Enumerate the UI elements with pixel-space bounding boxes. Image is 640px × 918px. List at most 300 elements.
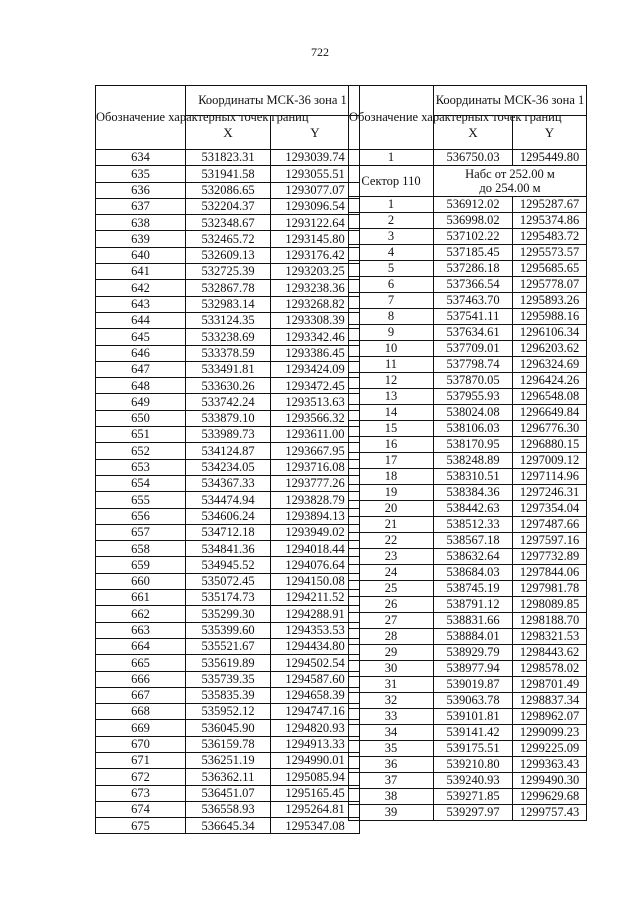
point-number: 657: [96, 524, 186, 540]
coord-y: 1295264.81: [271, 801, 360, 817]
point-number: 11: [349, 357, 434, 373]
height-note-line-1: Набс от 252.00 м: [465, 167, 555, 181]
point-number: 635: [96, 166, 186, 182]
header-coordinates-msk36: Координаты МСК-36 зона 1: [434, 86, 587, 116]
coord-y: 1298089.85: [513, 597, 587, 613]
coord-y: 1297114.96: [513, 469, 587, 485]
coord-y: 1293894.13: [271, 508, 360, 524]
point-number: 24: [349, 565, 434, 581]
coord-x: 532348.67: [186, 215, 271, 231]
table-row: [349, 725, 587, 741]
table-row: [349, 213, 587, 229]
right-table-body: [349, 150, 587, 821]
table-row: [349, 150, 587, 166]
sector-row: [349, 166, 587, 197]
point-number: 659: [96, 557, 186, 573]
coord-x: 535174.73: [186, 590, 271, 606]
table-row: [96, 752, 360, 768]
coord-y: 1295085.94: [271, 769, 360, 785]
coord-x: 533879.10: [186, 410, 271, 426]
coord-y: 1295573.57: [513, 245, 587, 261]
coordinates-table-right: [348, 85, 587, 821]
coord-x: 537798.74: [434, 357, 513, 373]
point-number: 639: [96, 231, 186, 247]
point-number: 23: [349, 549, 434, 565]
point-number: 6: [349, 277, 434, 293]
table-row: [96, 215, 360, 231]
table-row: [96, 769, 360, 785]
coord-y: 1296324.69: [513, 357, 587, 373]
coord-x: 534945.52: [186, 557, 271, 573]
table-row: [349, 501, 587, 517]
point-number: 33: [349, 709, 434, 725]
point-number: 18: [349, 469, 434, 485]
coord-x: 537185.45: [434, 245, 513, 261]
coord-x: 532465.72: [186, 231, 271, 247]
point-number: 642: [96, 280, 186, 296]
table-row: [96, 361, 360, 377]
table-row: [96, 622, 360, 638]
point-number: 675: [96, 818, 186, 834]
coord-x: 539240.93: [434, 773, 513, 789]
table-row: [349, 773, 587, 789]
coord-x: 537286.18: [434, 261, 513, 277]
table-row: [96, 557, 360, 573]
coord-y: 1294587.60: [271, 671, 360, 687]
coord-y: 1293513.63: [271, 394, 360, 410]
coord-x: 539141.42: [434, 725, 513, 741]
coord-y: 1293055.51: [271, 166, 360, 182]
table-row: [349, 565, 587, 581]
point-number: 2: [349, 213, 434, 229]
table-row: [96, 541, 360, 557]
coord-y: 1297844.06: [513, 565, 587, 581]
table-row: [96, 655, 360, 671]
coord-y: 1293342.46: [271, 329, 360, 345]
header-y: Y: [271, 116, 360, 150]
coord-y: 1295287.67: [513, 197, 587, 213]
coordinates-table-left: [95, 85, 360, 834]
table-row: [96, 720, 360, 736]
coord-y: 1293176.42: [271, 247, 360, 263]
point-number: 638: [96, 215, 186, 231]
point-number: 32: [349, 693, 434, 709]
point-number: 10: [349, 341, 434, 357]
coord-y: 1293308.39: [271, 312, 360, 328]
coord-x: 539019.87: [434, 677, 513, 693]
coord-x: 531941.58: [186, 166, 271, 182]
table-row: [349, 485, 587, 501]
point-number: 643: [96, 296, 186, 312]
table-row: [96, 590, 360, 606]
table-row: [349, 645, 587, 661]
height-note: [434, 166, 587, 197]
point-number: 648: [96, 378, 186, 394]
coord-y: 1293122.64: [271, 215, 360, 231]
point-number: 660: [96, 573, 186, 589]
coord-y: 1293777.26: [271, 475, 360, 491]
coord-x: 538024.08: [434, 405, 513, 421]
coord-y: 1294820.93: [271, 720, 360, 736]
coord-x: 532609.13: [186, 247, 271, 263]
table-row: [349, 405, 587, 421]
point-number: 39: [349, 805, 434, 821]
table-row: [96, 150, 360, 166]
coord-x: 537870.05: [434, 373, 513, 389]
coord-x: 538106.03: [434, 421, 513, 437]
coord-x: 536645.34: [186, 818, 271, 834]
coord-y: 1293828.79: [271, 492, 360, 508]
coord-y: 1296106.34: [513, 325, 587, 341]
table-row: [96, 638, 360, 654]
coord-y: 1293039.74: [271, 150, 360, 166]
coord-y: 1295374.86: [513, 213, 587, 229]
coord-x: 538632.64: [434, 549, 513, 565]
point-number: 646: [96, 345, 186, 361]
point-number: 672: [96, 769, 186, 785]
coord-x: 538684.03: [434, 565, 513, 581]
point-number: 662: [96, 606, 186, 622]
coord-y: 1295893.26: [513, 293, 587, 309]
coord-x: 537709.01: [434, 341, 513, 357]
point-number: 1: [349, 150, 434, 166]
coord-x: 537541.11: [434, 309, 513, 325]
table-row: [349, 373, 587, 389]
point-number: 21: [349, 517, 434, 533]
coord-x: 539101.81: [434, 709, 513, 725]
coord-y: 1293386.45: [271, 345, 360, 361]
coord-x: 532725.39: [186, 264, 271, 280]
table-row: [349, 325, 587, 341]
table-row: [96, 704, 360, 720]
table-row: [96, 247, 360, 263]
table-row: [349, 421, 587, 437]
coord-x: 538170.95: [434, 437, 513, 453]
point-number: 674: [96, 801, 186, 817]
table-row: [96, 394, 360, 410]
coord-y: 1293096.54: [271, 198, 360, 214]
coord-y: 1299225.09: [513, 741, 587, 757]
coord-x: 537102.22: [434, 229, 513, 245]
coord-x: 537955.93: [434, 389, 513, 405]
point-number: 12: [349, 373, 434, 389]
coord-x: 536750.03: [434, 150, 513, 166]
table-row: [349, 341, 587, 357]
point-number: 634: [96, 150, 186, 166]
table-row: [96, 459, 360, 475]
coord-x: 537463.70: [434, 293, 513, 309]
coord-y: 1298578.02: [513, 661, 587, 677]
table-row: [349, 389, 587, 405]
coord-x: 537366.54: [434, 277, 513, 293]
coord-y: 1294747.16: [271, 704, 360, 720]
coord-y: 1293203.25: [271, 264, 360, 280]
coord-x: 536045.90: [186, 720, 271, 736]
coord-y: 1294913.33: [271, 736, 360, 752]
point-number: 26: [349, 597, 434, 613]
sector-label: Сектор 110: [349, 166, 434, 197]
coord-x: 539175.51: [434, 741, 513, 757]
point-number: 31: [349, 677, 434, 693]
coord-x: 533630.26: [186, 378, 271, 394]
coord-x: 537634.61: [434, 325, 513, 341]
coord-y: 1293268.82: [271, 296, 360, 312]
coord-x: 533124.35: [186, 312, 271, 328]
coord-x: 534474.94: [186, 492, 271, 508]
table-row: [349, 533, 587, 549]
coord-y: 1297597.16: [513, 533, 587, 549]
coord-y: 1293566.32: [271, 410, 360, 426]
coord-x: 534712.18: [186, 524, 271, 540]
header-point-designation: Обозначение характерных точек границ: [349, 86, 434, 150]
point-number: 665: [96, 655, 186, 671]
table-row: [349, 197, 587, 213]
table-row: [96, 508, 360, 524]
point-number: 5: [349, 261, 434, 277]
coord-x: 538929.79: [434, 645, 513, 661]
table-row: [349, 261, 587, 277]
point-number: 649: [96, 394, 186, 410]
table-row: [349, 613, 587, 629]
coord-y: 1295483.72: [513, 229, 587, 245]
coord-x: 535299.30: [186, 606, 271, 622]
coord-y: 1293611.00: [271, 427, 360, 443]
table-row: [96, 296, 360, 312]
point-number: 35: [349, 741, 434, 757]
table-row: [96, 492, 360, 508]
point-number: 636: [96, 182, 186, 198]
coord-x: 538442.63: [434, 501, 513, 517]
coord-y: 1294018.44: [271, 541, 360, 557]
coord-y: 1297732.89: [513, 549, 587, 565]
coord-x: 534606.24: [186, 508, 271, 524]
coord-x: 536159.78: [186, 736, 271, 752]
table-row: [349, 597, 587, 613]
table-row: [349, 677, 587, 693]
table-row: [96, 345, 360, 361]
table-row: [96, 264, 360, 280]
coord-y: 1294150.08: [271, 573, 360, 589]
coord-x: 532086.65: [186, 182, 271, 198]
coord-y: 1298443.62: [513, 645, 587, 661]
table-row: [349, 549, 587, 565]
coord-y: 1293667.95: [271, 443, 360, 459]
left-table-body: [96, 150, 360, 834]
point-number: 8: [349, 309, 434, 325]
table-row: [349, 741, 587, 757]
point-number: 28: [349, 629, 434, 645]
table-row: [96, 818, 360, 834]
table-row: [96, 280, 360, 296]
coord-y: 1295988.16: [513, 309, 587, 325]
coord-y: 1296880.15: [513, 437, 587, 453]
table-row: [96, 573, 360, 589]
point-number: 651: [96, 427, 186, 443]
table-row: [349, 629, 587, 645]
coord-y: 1294990.01: [271, 752, 360, 768]
point-number: 650: [96, 410, 186, 426]
point-number: 38: [349, 789, 434, 805]
table-row: [96, 312, 360, 328]
point-number: 641: [96, 264, 186, 280]
coord-x: 539210.80: [434, 757, 513, 773]
coord-y: 1295449.80: [513, 150, 587, 166]
coord-x: 532983.14: [186, 296, 271, 312]
table-row: [349, 517, 587, 533]
table-row: [349, 357, 587, 373]
coord-y: 1296203.62: [513, 341, 587, 357]
point-number: 663: [96, 622, 186, 638]
coord-y: 1295778.07: [513, 277, 587, 293]
table-row: [96, 687, 360, 703]
coord-y: 1298321.53: [513, 629, 587, 645]
coord-x: 535835.39: [186, 687, 271, 703]
point-number: 4: [349, 245, 434, 261]
coord-y: 1295165.45: [271, 785, 360, 801]
point-number: 37: [349, 773, 434, 789]
coord-x: 536912.02: [434, 197, 513, 213]
coord-y: 1295347.08: [271, 818, 360, 834]
header-x: X: [186, 116, 271, 150]
point-number: 667: [96, 687, 186, 703]
table-row: [96, 410, 360, 426]
point-number: 656: [96, 508, 186, 524]
coord-y: 1297981.78: [513, 581, 587, 597]
coord-x: 538791.12: [434, 597, 513, 613]
coord-y: 1297354.04: [513, 501, 587, 517]
point-number: 669: [96, 720, 186, 736]
table-row: [96, 182, 360, 198]
point-number: 664: [96, 638, 186, 654]
point-number: 27: [349, 613, 434, 629]
coord-x: 535619.89: [186, 655, 271, 671]
point-number: 655: [96, 492, 186, 508]
point-number: 653: [96, 459, 186, 475]
coord-x: 538384.36: [434, 485, 513, 501]
point-number: 25: [349, 581, 434, 597]
point-number: 652: [96, 443, 186, 459]
coord-y: 1296548.08: [513, 389, 587, 405]
coord-x: 538248.89: [434, 453, 513, 469]
coord-x: 533989.73: [186, 427, 271, 443]
header-coordinates-msk36: Координаты МСК-36 зона 1: [186, 86, 360, 116]
point-number: 666: [96, 671, 186, 687]
coord-y: 1293238.36: [271, 280, 360, 296]
table-row: [349, 469, 587, 485]
point-number: 14: [349, 405, 434, 421]
table-row: [96, 475, 360, 491]
coord-x: 534367.33: [186, 475, 271, 491]
table-row: [96, 427, 360, 443]
coord-y: 1295685.65: [513, 261, 587, 277]
coord-y: 1299363.43: [513, 757, 587, 773]
coord-y: 1294502.54: [271, 655, 360, 671]
coord-y: 1297487.66: [513, 517, 587, 533]
table-row: [349, 789, 587, 805]
point-number: 34: [349, 725, 434, 741]
point-number: 661: [96, 590, 186, 606]
point-number: 1: [349, 197, 434, 213]
table-row: [96, 231, 360, 247]
point-number: 640: [96, 247, 186, 263]
coord-x: 539063.78: [434, 693, 513, 709]
coord-y: 1297246.31: [513, 485, 587, 501]
table-row: [349, 277, 587, 293]
table-row: [349, 245, 587, 261]
point-number: 29: [349, 645, 434, 661]
point-number: 36: [349, 757, 434, 773]
table-row: [96, 606, 360, 622]
table-row: [349, 581, 587, 597]
coord-y: 1293424.09: [271, 361, 360, 377]
table-row: [96, 801, 360, 817]
table-row: [349, 437, 587, 453]
coord-y: 1298701.49: [513, 677, 587, 693]
table-row: [349, 293, 587, 309]
coord-x: 534841.36: [186, 541, 271, 557]
coord-y: 1294288.91: [271, 606, 360, 622]
point-number: 645: [96, 329, 186, 345]
point-number: 671: [96, 752, 186, 768]
point-number: 19: [349, 485, 434, 501]
coord-x: 532867.78: [186, 280, 271, 296]
coord-x: 538831.66: [434, 613, 513, 629]
point-number: 15: [349, 421, 434, 437]
table-row: [96, 785, 360, 801]
point-number: 673: [96, 785, 186, 801]
coord-x: 539297.97: [434, 805, 513, 821]
coord-x: 532204.37: [186, 198, 271, 214]
header-y: Y: [513, 116, 587, 150]
coord-x: 535399.60: [186, 622, 271, 638]
coord-x: 538745.19: [434, 581, 513, 597]
point-number: 654: [96, 475, 186, 491]
coord-x: 534234.05: [186, 459, 271, 475]
coord-y: 1296776.30: [513, 421, 587, 437]
coord-x: 534124.87: [186, 443, 271, 459]
point-number: 637: [96, 198, 186, 214]
point-number: 658: [96, 541, 186, 557]
coord-x: 536998.02: [434, 213, 513, 229]
point-number: 647: [96, 361, 186, 377]
table-row: [349, 453, 587, 469]
coord-y: 1294211.52: [271, 590, 360, 606]
coord-x: 536362.11: [186, 769, 271, 785]
coord-x: 539271.85: [434, 789, 513, 805]
table-row: [349, 661, 587, 677]
height-note-line-2: до 254.00 м: [479, 181, 541, 195]
coord-x: 538567.18: [434, 533, 513, 549]
coord-y: 1294076.64: [271, 557, 360, 573]
coord-y: 1297009.12: [513, 453, 587, 469]
coord-y: 1293716.08: [271, 459, 360, 475]
coord-y: 1299757.43: [513, 805, 587, 821]
coord-x: 536558.93: [186, 801, 271, 817]
coord-y: 1294658.39: [271, 687, 360, 703]
coord-x: 535952.12: [186, 704, 271, 720]
point-number: 9: [349, 325, 434, 341]
coord-y: 1299099.23: [513, 725, 587, 741]
coord-y: 1293472.45: [271, 378, 360, 394]
coord-x: 538977.94: [434, 661, 513, 677]
coord-x: 536251.19: [186, 752, 271, 768]
point-number: 3: [349, 229, 434, 245]
table-row: [349, 693, 587, 709]
coord-x: 535739.35: [186, 671, 271, 687]
point-number: 13: [349, 389, 434, 405]
header-x: X: [434, 116, 513, 150]
coord-x: 533742.24: [186, 394, 271, 410]
